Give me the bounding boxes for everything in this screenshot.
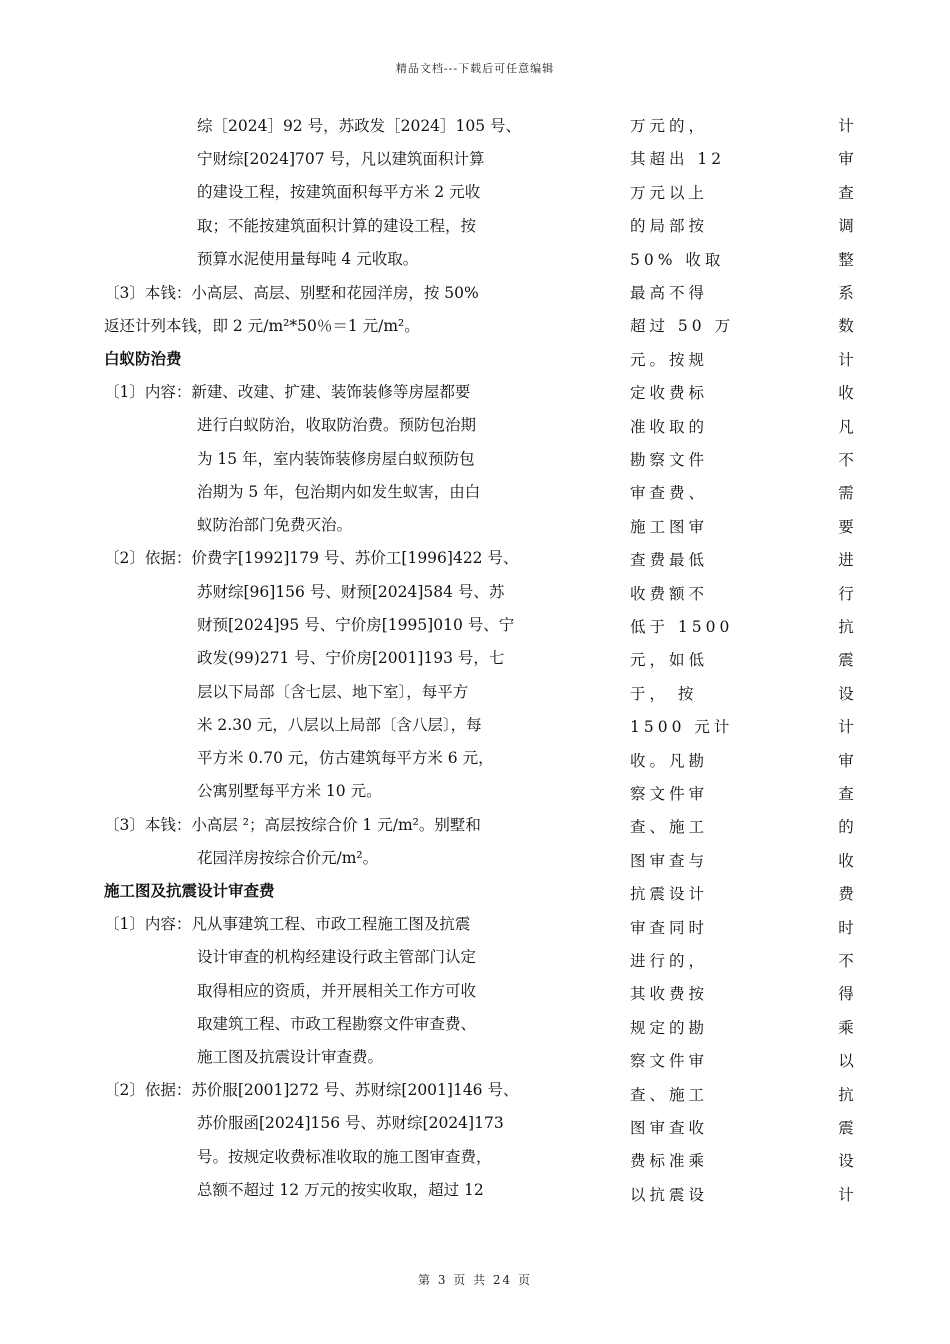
right-char: 抗 [838, 618, 854, 636]
middle-line: 图审查收 [630, 1119, 709, 1137]
middle-line: 元。按规 [630, 351, 709, 369]
middle-line: 勘察文件 [630, 451, 709, 469]
middle-line: 施工图审 [630, 518, 709, 536]
middle-line: 万元以上 [630, 184, 709, 202]
left-line-30: 〔2〕依据：苏价服[2001]272 号、苏财综[2001]146 号、 [104, 1081, 519, 1099]
middle-line: 费标准乘 [630, 1152, 709, 1170]
right-char: 查 [838, 184, 854, 202]
middle-line: 审查同时 [630, 919, 709, 937]
left-line-16: 财预[2024]95 号、宁价房[1995]010 号、宁 [197, 616, 515, 634]
right-char: 整 [838, 251, 854, 269]
middle-line: 万元的， [630, 117, 709, 135]
section-heading-termite: 白蚁防治费 [104, 349, 182, 368]
middle-line: 审查费、 [630, 484, 709, 502]
middle-line: 元，如低 [630, 651, 709, 669]
right-char: 的 [838, 818, 854, 836]
right-char: 系 [838, 284, 854, 302]
middle-line: 于， 按 [630, 685, 698, 703]
middle-line: 50% 收取 [630, 251, 725, 269]
right-char: 计 [838, 718, 854, 736]
middle-line: 查、施工 [630, 818, 709, 836]
right-char: 以 [838, 1052, 854, 1070]
right-char: 不 [838, 451, 854, 469]
right-char: 抗 [838, 1086, 854, 1104]
right-char: 收 [838, 852, 854, 870]
right-char: 费 [838, 885, 854, 903]
right-char: 震 [838, 1119, 854, 1137]
left-line-27: 取得相应的资质，并开展相关工作方可收 [197, 982, 477, 1000]
left-line-29: 施工图及抗震设计审查费。 [197, 1048, 384, 1066]
left-line-32: 号。按规定收费标准收取的施工图审查费， [197, 1148, 492, 1166]
left-line-22: 〔3〕本钱：小高层 ²；高层按综合价 1 元/m²。别墅和 [104, 816, 481, 834]
section-heading-review-fee: 施工图及抗震设计审查费 [104, 881, 275, 900]
middle-line: 察文件审 [630, 1052, 709, 1070]
right-char: 计 [838, 1186, 854, 1204]
right-char: 行 [838, 585, 854, 603]
middle-line: 图审查与 [630, 852, 709, 870]
left-line-14: 〔2〕依据：价费字[1992]179 号、苏价工[1996]422 号、 [104, 549, 519, 567]
right-char: 收 [838, 384, 854, 402]
middle-line: 1500 元计 [630, 718, 734, 736]
right-char: 审 [838, 150, 854, 168]
middle-line: 以抗震设 [630, 1186, 709, 1204]
left-line-2: 宁财综[2024]707 号，凡以建筑面积计算 [197, 150, 485, 168]
left-line-25: 〔1〕内容：凡从事建筑工程、市政工程施工图及抗震 [104, 915, 471, 933]
middle-line: 规定的勘 [630, 1019, 709, 1037]
left-line-1: 综［2024］92 号，苏政发［2024］105 号、 [197, 117, 522, 135]
right-char: 震 [838, 651, 854, 669]
left-line-12: 治期为 5 年，包治期内如发生蚁害，由白 [197, 483, 481, 501]
middle-line: 收。凡勘 [630, 752, 709, 770]
left-line-31: 苏价服函[2024]156 号、苏财综[2024]173 [197, 1114, 504, 1132]
left-line-26: 设计审查的机构经建设行政主管部门认定 [197, 948, 477, 966]
middle-line: 其收费按 [630, 985, 709, 1003]
left-line-21: 公寓别墅每平方米 10 元。 [197, 782, 382, 800]
middle-line: 抗震设计 [630, 885, 709, 903]
middle-line: 的局部按 [630, 217, 709, 235]
right-char: 需 [838, 484, 854, 502]
left-line-15: 苏财综[96]156 号、财预[2024]584 号、苏 [197, 583, 505, 601]
right-char: 乘 [838, 1019, 854, 1037]
middle-line: 其超出 12 [630, 150, 726, 168]
middle-line: 查费最低 [630, 551, 709, 569]
middle-line: 最高不得 [630, 284, 709, 302]
right-char: 要 [838, 518, 854, 536]
right-char: 不 [838, 952, 854, 970]
left-line-9: 〔1〕内容：新建、改建、扩建、装饰装修等房屋都要 [104, 383, 471, 401]
middle-line: 收费额不 [630, 585, 709, 603]
left-line-6: 〔3〕本钱：小高层、高层、别墅和花园洋房，按 50% [104, 284, 479, 302]
left-line-23: 花园洋房按综合价元/m²。 [197, 849, 379, 867]
right-char: 凡 [838, 418, 854, 436]
middle-line: 进行的， [630, 952, 709, 970]
left-line-13: 蚁防治部门免费灭治。 [197, 516, 353, 534]
middle-line: 查、施工 [630, 1086, 709, 1104]
left-line-19: 米 2.30 元，八层以上局部〔含八层〕，每 [197, 716, 482, 734]
right-char: 进 [838, 551, 854, 569]
middle-line: 超过 50 万 [630, 317, 735, 335]
middle-line: 定收费标 [630, 384, 709, 402]
left-line-4: 取；不能按建筑面积计算的建设工程，按 [197, 217, 477, 235]
page-header: 精品文档---下载后可任意编辑 [395, 62, 555, 75]
left-line-33: 总额不超过 12 万元的按实收取，超过 12 [197, 1181, 484, 1199]
left-line-7: 返还计列本钱，即 2 元/m²*50％＝1 元/m²。 [104, 317, 420, 335]
left-line-18: 层以下局部〔含七层、地下室〕，每平方 [197, 683, 469, 701]
right-char: 数 [838, 317, 854, 335]
middle-line: 低于 1500 [630, 618, 734, 636]
left-line-20: 平方米 0.70 元，仿古建筑每平方米 6 元， [197, 749, 494, 767]
left-line-10: 进行白蚁防治，收取防治费。预防包治期 [197, 416, 477, 434]
right-char: 查 [838, 785, 854, 803]
right-char: 设 [838, 1152, 854, 1170]
right-char: 得 [838, 985, 854, 1003]
left-line-11: 为 15 年，室内装饰装修房屋白蚁预防包 [197, 450, 475, 468]
right-char: 设 [838, 685, 854, 703]
right-char: 审 [838, 752, 854, 770]
right-char: 计 [838, 117, 854, 135]
left-line-28: 取建筑工程、市政工程勘察文件审查费、 [197, 1015, 477, 1033]
left-line-3: 的建设工程，按建筑面积每平方米 2 元收 [197, 183, 481, 201]
right-char: 调 [838, 217, 854, 235]
page-footer: 第 3 页 共 24 页 [418, 1273, 532, 1287]
right-char: 计 [838, 351, 854, 369]
middle-line: 准收取的 [630, 418, 709, 436]
left-line-5: 预算水泥使用量每吨 4 元收取。 [197, 250, 419, 268]
right-char: 时 [838, 919, 854, 937]
left-line-17: 政发(99)271 号、宁价房[2001]193 号，七 [197, 649, 505, 667]
middle-line: 察文件审 [630, 785, 709, 803]
